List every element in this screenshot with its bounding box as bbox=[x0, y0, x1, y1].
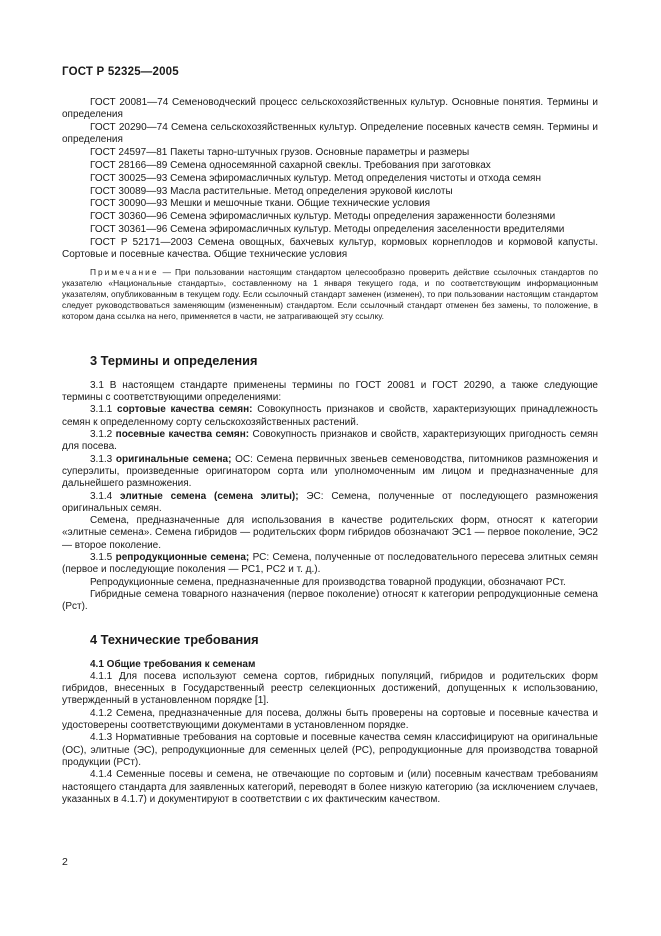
paragraph-4-1-1: 4.1.1 Для посева используют семена сортов, гибридных популяций, гибридов и родительских форм гибридов, внесенных в Государственный реестр селекционных достижений, допущенных к использованию, утвержденный в установленном порядке [1]. bbox=[62, 670, 598, 707]
reference-item: ГОСТ 20081—74 Семеноводческий процесс сельскохозяйственных культур. Основные понятия. Термины и определения bbox=[62, 97, 598, 121]
term-definition: РС: Семена, полученные от последовательного пересева элитных семян (первое и последующие поколения — РС1, РС2 и т. д.). bbox=[62, 552, 598, 576]
term-definition: ОС: Семена первичных звеньев семеноводства, питомников размножения и суперэлиты, произведенные оригинатором сорта или уполномоченным им лицом и предназначенные для дальнейшего размножения. bbox=[62, 453, 598, 490]
reference-item: ГОСТ 30089—93 Масла растительные. Метод определения эруковой кислоты bbox=[90, 185, 453, 197]
paragraph-rst: Репродукционные семена, предназначенные для производства товарной продукции, обозначают РСт. bbox=[90, 576, 566, 588]
term-3-1-3 bbox=[62, 454, 598, 491]
paragraph-4-1-3: 4.1.3 Нормативные требования на сортовые и посевные качества семян классифицируют на оригинальные (ОС), элитные (ЭС), репродукционные для семенных целей (РС), репродукционные для производства товарной продукции (РСт). bbox=[62, 732, 598, 768]
term-number: 3.1.3 bbox=[90, 453, 116, 465]
reference-item: ГОСТ 30025—93 Семена эфиромасличных культур. Метод определения чистоты и отхода семян bbox=[90, 172, 541, 184]
subsection-title: 4.1 Общие требования к семенам bbox=[90, 658, 256, 670]
term-name: репродукционные семена; bbox=[115, 552, 250, 564]
reference-item: ГОСТ 20290—74 Семена сельскохозяйственных культур. Определение посевных качеств семян. Термины и определения bbox=[62, 122, 598, 146]
term-number: 3.1.4 bbox=[90, 490, 121, 502]
term-number: 3.1.2 bbox=[90, 429, 116, 441]
reference-item: ГОСТ 30090—93 Мешки и мешочные ткани. Общие технические условия bbox=[90, 198, 431, 210]
document-body bbox=[62, 97, 598, 806]
subsection-4-1-heading bbox=[62, 659, 598, 671]
note-text: — При пользовании настоящим стандартом целесообразно проверить действие ссылочных стандартов по указателю «Национальные стандарты», составленному на 1 января текущего года, и по соответствующим информационным указателям, опубликованным в текущем году. Если ссылочный стандарт заменен (изменен), то при пользовании настоящим стандартом следует руководствоваться заменяющим (измененным) стандартом. Если ссылочный стандарт отменен без замены, то положение, в котором дана ссылка на него, применяется в части, не затрагивающей эту ссылку. bbox=[62, 267, 598, 321]
paragraph-3-1: 3.1 В настоящем стандарте применены термины по ГОСТ 20081 и ГОСТ 20290, а также следующие термины с соответствующими определениями: bbox=[62, 379, 598, 404]
reference-item: ГОСТ 30361—96 Семена эфиромасличных культур. Методы определения заселенности вредителями bbox=[90, 223, 565, 235]
term-name: посевные качества семян: bbox=[115, 429, 250, 441]
reference-item: ГОСТ 30360—96 Семена эфиромасличных культур. Методы определения зараженности болезнями bbox=[90, 211, 556, 223]
reference-item: ГОСТ Р 52171—2003 Семена овощных, бахчевых культур, кормовых корнеплодов и кормовой капусты. Сортовые и посевные качества. Общие технические условия bbox=[62, 236, 598, 261]
reference-item: ГОСТ 24597—81 Пакеты тарно-штучных грузов. Основные параметры и размеры bbox=[90, 147, 470, 159]
reference-item: ГОСТ 28166—89 Семена односемянной сахарной свеклы. Требования при заготовках bbox=[90, 159, 491, 171]
page-number: 2 bbox=[62, 856, 68, 868]
paragraph-4-1-2: 4.1.2 Семена, предназначенные для посева, должны быть проверены на сортовые и посевные качества и удостоверены соответствующими документами в установленном порядке. bbox=[62, 707, 598, 732]
term-3-1-1 bbox=[62, 404, 598, 429]
section-4-heading: 4 Технические требования bbox=[90, 631, 259, 647]
note-label: Примечание bbox=[90, 267, 159, 278]
paragraph-parent-forms: Семена, предназначенные для использования в качестве родительских форм, относят к категории «элитные семена». Семена гибридов — родительских форм гибридов обозначают ЭС1 — первое поколение, ЭС2 — второе поколение. bbox=[62, 515, 598, 551]
normative-references-list bbox=[62, 97, 598, 261]
document-header: ГОСТ Р 52325—2005 bbox=[62, 66, 179, 78]
term-3-1-4 bbox=[62, 491, 598, 516]
term-definition: Совокупность признаков и свойств, характеризующих принадлежность семян к определенному сорту сельскохозяйственных растений. bbox=[62, 404, 598, 428]
term-name: элитные семена (семена элиты); bbox=[120, 490, 299, 502]
section-3-heading: 3 Термины и определения bbox=[90, 352, 258, 368]
term-definition: Совокупность признаков и свойств, характеризующих пригодность семян для посева. bbox=[62, 429, 599, 453]
paragraph-hybrid: Гибридные семена товарного назначения (первое поколение) относят к категории репродукционные семена (Рст). bbox=[62, 588, 598, 613]
term-3-1-2 bbox=[62, 429, 598, 454]
term-number: 3.1.1 bbox=[90, 404, 118, 416]
note-block bbox=[62, 267, 598, 322]
term-3-1-5 bbox=[62, 552, 598, 577]
note-paragraph bbox=[62, 267, 598, 322]
term-name: сортовые качества семян: bbox=[117, 404, 253, 416]
paragraph-4-1-4: 4.1.4 Семенные посевы и семена, не отвечающие по сортовым и (или) посевным качествам требованиям настоящего стандарта для заявленных категорий, переводят в более низкую категорию (за исключением случаев, указанных в 4.1.7) и документируют в соответствии с их фактическим качеством. bbox=[62, 769, 598, 805]
term-name: оригинальные семена; bbox=[115, 453, 232, 465]
term-number: 3.1.5 bbox=[90, 552, 116, 564]
term-definition: ЭС: Семена, полученные от последующего размножения оригинальных семян. bbox=[62, 490, 599, 514]
